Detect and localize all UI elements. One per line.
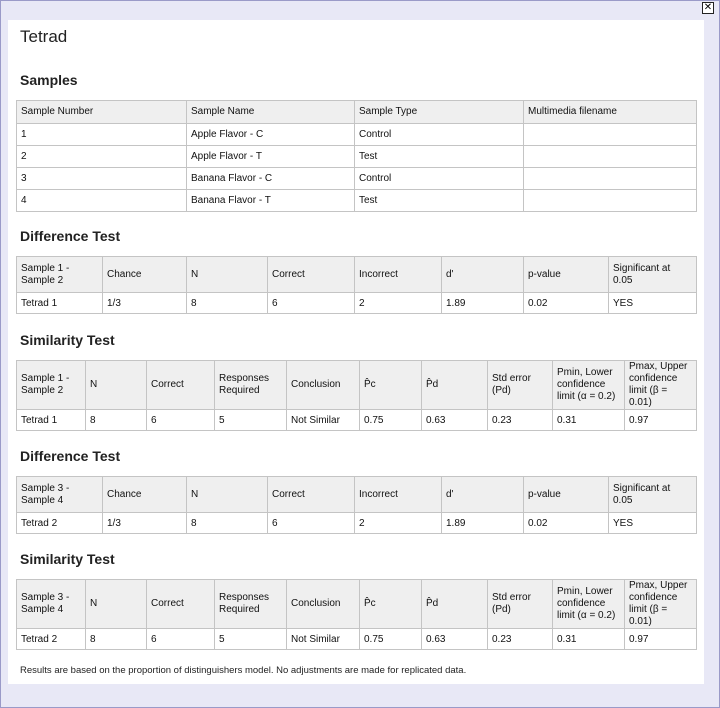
report-panel — [8, 20, 704, 684]
difference-test-1-table — [16, 256, 697, 314]
similarity-test-2-heading: Similarity Test — [20, 551, 115, 567]
cell: 0.23 — [488, 410, 553, 431]
column-header: Std error (Pd) — [488, 580, 553, 629]
similarity-test-1-table — [16, 360, 697, 431]
column-header: N — [86, 580, 147, 629]
cell: 1/3 — [103, 293, 187, 314]
cell: 0.31 — [553, 410, 625, 431]
column-header: Sample 3 - Sample 4 — [17, 580, 86, 629]
similarity-test-1-heading: Similarity Test — [20, 332, 115, 348]
samples-heading: Samples — [20, 72, 78, 88]
cell: Tetrad 1 — [17, 293, 103, 314]
cell — [524, 124, 697, 146]
cell: Not Similar — [287, 410, 360, 431]
column-header: Significant at 0.05 — [609, 477, 697, 513]
difference-test-1-heading: Difference Test — [20, 228, 121, 244]
similarity-test-2-table — [16, 579, 697, 650]
table-row — [17, 629, 697, 650]
column-header: Pmin, Lower confidence limit (α = 0.2) — [553, 580, 625, 629]
cell: Control — [355, 124, 524, 146]
cell: Test — [355, 146, 524, 168]
column-header: N — [187, 477, 268, 513]
column-header: Significant at 0.05 — [609, 257, 697, 293]
report-title: Tetrad — [20, 27, 68, 46]
cell: Banana Flavor - C — [187, 168, 355, 190]
cell: 6 — [147, 629, 215, 650]
column-header: Responses Required — [215, 361, 287, 410]
column-header: d' — [442, 257, 524, 293]
column-header: d' — [442, 477, 524, 513]
column-header: Std error (Pd) — [488, 361, 553, 410]
column-header: Chance — [103, 477, 187, 513]
cell: Banana Flavor - T — [187, 190, 355, 212]
cell — [524, 168, 697, 190]
column-header: N — [86, 361, 147, 410]
cell: Tetrad 1 — [17, 410, 86, 431]
cell: 6 — [268, 513, 355, 534]
cell: 5 — [215, 410, 287, 431]
cell: 1 — [17, 124, 187, 146]
table-row — [17, 190, 697, 212]
cell: YES — [609, 293, 697, 314]
cell: 0.23 — [488, 629, 553, 650]
cell: 2 — [355, 293, 442, 314]
column-header: Sample 1 - Sample 2 — [17, 257, 103, 293]
cell: 0.97 — [625, 629, 697, 650]
cell: YES — [609, 513, 697, 534]
cell: 0.97 — [625, 410, 697, 431]
cell: Tetrad 2 — [17, 629, 86, 650]
cell — [524, 190, 697, 212]
cell: Not Similar — [287, 629, 360, 650]
column-header: N — [187, 257, 268, 293]
column-header: P̂d — [422, 580, 488, 629]
cell — [524, 146, 697, 168]
column-header: Correct — [147, 361, 215, 410]
cell: 0.75 — [360, 410, 422, 431]
samples-table — [16, 100, 697, 212]
table-row — [17, 293, 697, 314]
cell: Test — [355, 190, 524, 212]
cell: 8 — [187, 293, 268, 314]
column-header: Sample Name — [187, 101, 355, 124]
column-header: Incorrect — [355, 477, 442, 513]
column-header: Correct — [147, 580, 215, 629]
cell: 0.75 — [360, 629, 422, 650]
cell: Apple Flavor - T — [187, 146, 355, 168]
column-header: Incorrect — [355, 257, 442, 293]
column-header: P̂c — [360, 361, 422, 410]
column-header: Pmin, Lower confidence limit (α = 0.2) — [553, 361, 625, 410]
cell: 8 — [86, 410, 147, 431]
column-header: Correct — [268, 257, 355, 293]
table-row — [17, 513, 697, 534]
column-header: Conclusion — [287, 580, 360, 629]
column-header: Responses Required — [215, 580, 287, 629]
cell: Apple Flavor - C — [187, 124, 355, 146]
table-row — [17, 146, 697, 168]
cell: 0.02 — [524, 293, 609, 314]
cell: 2 — [355, 513, 442, 534]
cell: 2 — [17, 146, 187, 168]
cell: 1.89 — [442, 513, 524, 534]
cell: 5 — [215, 629, 287, 650]
column-header: Correct — [268, 477, 355, 513]
table-row — [17, 168, 697, 190]
column-header: Chance — [103, 257, 187, 293]
cell: 8 — [187, 513, 268, 534]
cell: 1.89 — [442, 293, 524, 314]
column-header: P̂d — [422, 361, 488, 410]
cell: 4 — [17, 190, 187, 212]
table-row — [17, 410, 697, 431]
close-icon[interactable]: ✕ — [703, 2, 713, 13]
cell: Control — [355, 168, 524, 190]
cell: 6 — [268, 293, 355, 314]
column-header: Sample 1 - Sample 2 — [17, 361, 86, 410]
column-header: Sample 3 - Sample 4 — [17, 477, 103, 513]
column-header: Conclusion — [287, 361, 360, 410]
column-header: Pmax, Upper confidence limit (β = 0.01) — [625, 580, 697, 629]
column-header: Pmax, Upper confidence limit (β = 0.01) — [625, 361, 697, 410]
column-header: Multimedia filename — [524, 101, 697, 124]
cell: 0.02 — [524, 513, 609, 534]
cell: 0.31 — [553, 629, 625, 650]
cell: 3 — [17, 168, 187, 190]
cell: 1/3 — [103, 513, 187, 534]
footnote: Results are based on the proportion of distinguishers model. No adjustments are made for replicated data. — [20, 665, 467, 676]
difference-test-2-table — [16, 476, 697, 534]
column-header: p-value — [524, 257, 609, 293]
table-row — [17, 124, 697, 146]
cell: Tetrad 2 — [17, 513, 103, 534]
column-header: P̂c — [360, 580, 422, 629]
difference-test-2-heading: Difference Test — [20, 448, 121, 464]
column-header: Sample Type — [355, 101, 524, 124]
column-header: Sample Number — [17, 101, 187, 124]
column-header: p-value — [524, 477, 609, 513]
cell: 0.63 — [422, 629, 488, 650]
cell: 0.63 — [422, 410, 488, 431]
cell: 6 — [147, 410, 215, 431]
cell: 8 — [86, 629, 147, 650]
